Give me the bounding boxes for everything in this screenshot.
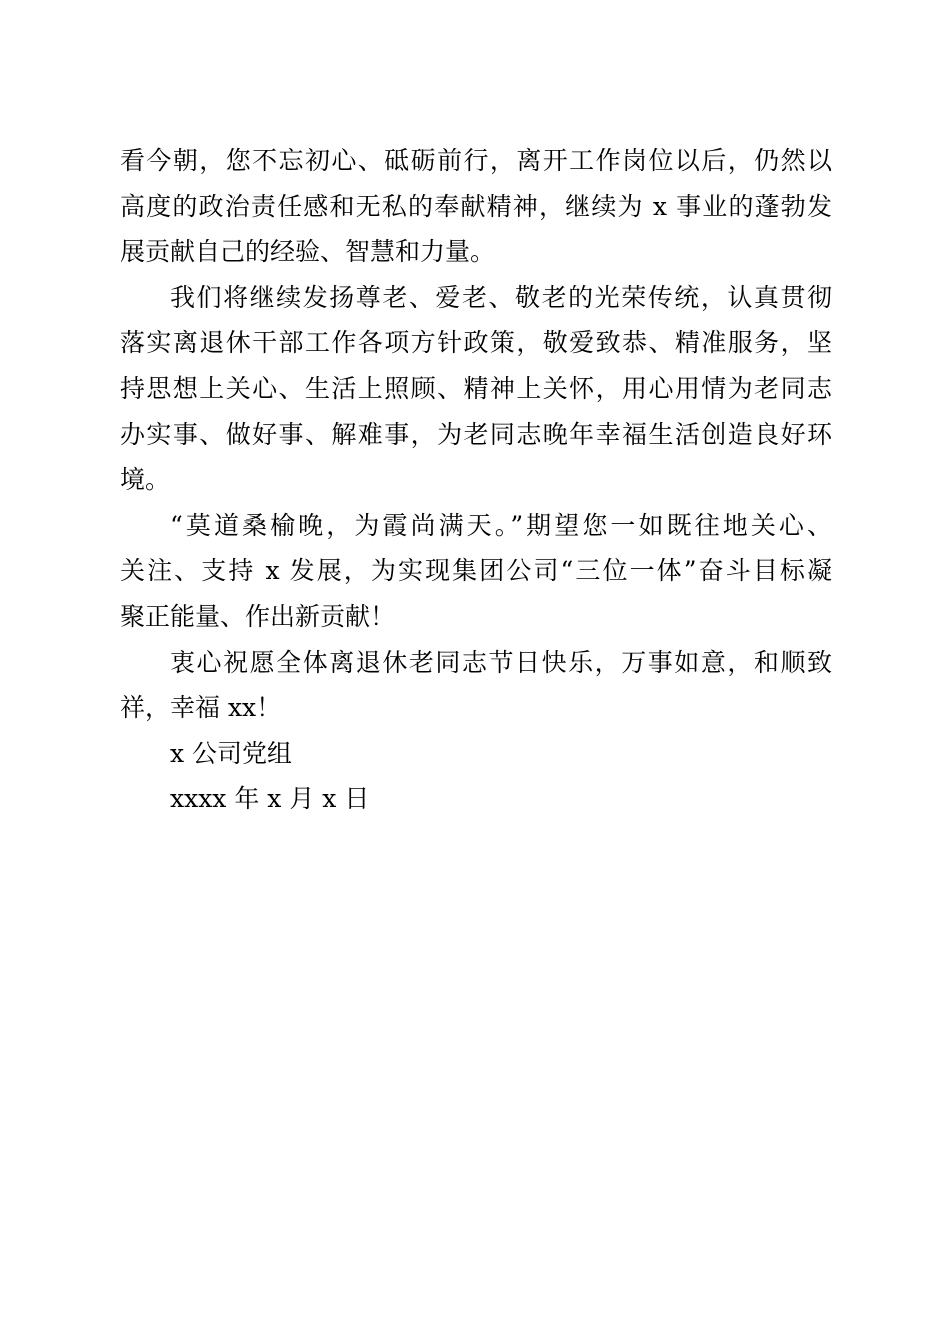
paragraph-line: 关注、支持 x 发展，为实现集团公司“三位一体”奋斗目标凝 (120, 556, 832, 586)
paragraph-4 (120, 640, 832, 731)
paragraph-line: 展贡献自己的经验、智慧和力量。 (120, 237, 496, 267)
paragraph-line: 聚正能量、作出新贡献！ (120, 601, 396, 631)
paragraph-3 (120, 503, 832, 640)
paragraph-line: “莫道桑榆晚，为霞尚满天。”期望您一如既往地关心、 (170, 510, 832, 540)
paragraph-line: 境。 (120, 465, 171, 495)
paragraph-line: 落实离退休干部工作各项方针政策，敬爱致恭、精准服务，坚 (120, 328, 832, 358)
document-body (120, 138, 832, 822)
paragraph-line: 我们将继续发扬尊老、爱老、敬老的光荣传统，认真贯彻 (170, 282, 832, 312)
paragraph-line: 看今朝，您不忘初心、砥砺前行，离开工作岗位以后，仍然以 (120, 146, 832, 175)
signature: x 公司党组 (170, 738, 293, 768)
paragraph-line: 衷心祝愿全体离退休老同志节日快乐，万事如意，和顺致 (170, 647, 832, 677)
date: xxxx 年 x 月 x 日 (170, 784, 370, 814)
paragraph-line: 祥，幸福 xx！ (120, 693, 282, 723)
paragraph-1 (120, 138, 832, 275)
paragraph-line: 高度的政治责任感和无私的奉献精神，继续为 x 事业的蓬勃发 (120, 191, 832, 221)
paragraph-line: 持思想上关心、生活上照顾、精神上关怀，用心用情为老同志 (120, 373, 832, 403)
paragraph-line: 办实事、做好事、解难事，为老同志晚年幸福生活创造良好环 (120, 419, 832, 449)
paragraph-2 (120, 275, 832, 503)
